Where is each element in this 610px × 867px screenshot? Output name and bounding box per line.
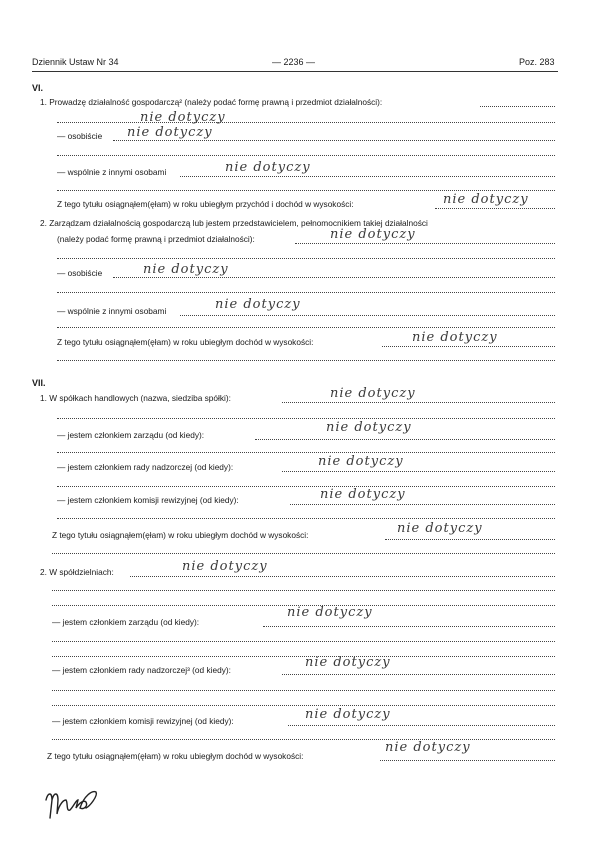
- vi-q2-income-answer: nie dotyczy: [412, 330, 498, 345]
- journal-name: Dziennik Ustaw Nr 34: [32, 57, 119, 67]
- answer-line: [255, 439, 555, 440]
- vii-q2-supervisory-answer: nie dotyczy: [305, 655, 391, 670]
- answer-line: [57, 452, 555, 453]
- answer-line: [282, 674, 555, 675]
- vii-q1-income-label: Z tego tytułu osiągnąłem(ęłam) w roku ubiegłym dochód w wysokości:: [52, 530, 309, 540]
- vi-q1-income-answer: nie dotyczy: [443, 192, 529, 207]
- answer-line: [288, 725, 555, 726]
- vii-q1-income-answer: nie dotyczy: [397, 521, 483, 536]
- vii-q2-answer: nie dotyczy: [182, 559, 268, 574]
- vi-q1-alone-answer: nie dotyczy: [127, 125, 213, 140]
- answer-line: [282, 471, 555, 472]
- answer-line: [290, 504, 555, 505]
- vii-q2-supervisory-label: — jestem członkiem rady nadzorczej³ (od kiedy):: [52, 665, 231, 675]
- answer-line: [282, 402, 555, 403]
- vi-q2-label-cont: (należy podać formę prawną i przedmiot działalności):: [57, 234, 255, 244]
- answer-line: [52, 690, 555, 691]
- vii-q1-audit-answer: nie dotyczy: [320, 487, 406, 502]
- answer-line: [52, 705, 555, 706]
- vi-q1-alone-label: — osobiście: [57, 131, 103, 141]
- answer-line: [295, 243, 555, 244]
- answer-line: [57, 360, 555, 361]
- vi-q2-answer: nie dotyczy: [330, 227, 416, 242]
- answer-line: [130, 576, 555, 577]
- vii-q2-label: 2. W spółdzielniach:: [40, 567, 114, 577]
- vii-q2-board-answer: nie dotyczy: [287, 605, 373, 620]
- answer-line: [52, 739, 555, 740]
- answer-line: [113, 277, 555, 278]
- answer-line: [57, 292, 555, 293]
- answer-line: [57, 258, 555, 259]
- vi-q1-joint-label: — wspólnie z innymi osobami: [57, 167, 167, 177]
- vi-q2-income-label: Z tego tytułu osiągnąłem(ęłam) w roku ubiegłym dochód w wysokości:: [57, 337, 314, 347]
- vii-q1-supervisory-answer: nie dotyczy: [318, 454, 404, 469]
- answer-line: [52, 656, 555, 657]
- vii-q2-audit-answer: nie dotyczy: [305, 707, 391, 722]
- answer-line: [435, 208, 555, 209]
- answer-line: [52, 641, 555, 642]
- signature-initials: [40, 778, 120, 833]
- vi-q1-income-label: Z tego tytułu osiągnąłem(ęłam) w roku ubiegłym przychód i dochód w wysokości:: [57, 199, 354, 209]
- answer-line: [57, 190, 555, 191]
- vii-q2-board-label: — jestem członkiem zarządu (od kiedy):: [52, 617, 200, 627]
- section-vi-title: VI.: [32, 83, 44, 93]
- page-number: — 2236 —: [272, 57, 316, 67]
- vii-q1-supervisory-label: — jestem członkiem rady nadzorczej (od kiedy):: [57, 462, 234, 472]
- vii-q1-board-answer: nie dotyczy: [326, 420, 412, 435]
- answer-line: [57, 418, 555, 419]
- answer-line: [57, 122, 555, 123]
- vi-q2-joint-answer: nie dotyczy: [215, 297, 301, 312]
- vii-q1-audit-label: — jestem członkiem komisji rewizyjnej (od kiedy):: [57, 495, 239, 505]
- section-vii-title: VII.: [32, 378, 46, 388]
- vii-q1-label: 1. W spółkach handlowych (nazwa, siedziba spółki):: [40, 393, 231, 403]
- answer-line: [180, 176, 555, 177]
- vi-q2-alone-label: — osobiście: [57, 268, 103, 278]
- vi-q2-alone-answer: nie dotyczy: [143, 262, 229, 277]
- answer-line: [263, 626, 555, 627]
- answer-line: [57, 486, 555, 487]
- answer-line: [57, 327, 555, 328]
- answer-line: [52, 553, 555, 554]
- answer-line: [180, 315, 555, 316]
- vi-q1-answer: nie dotyczy: [140, 110, 226, 125]
- vi-q2-label: 2. Zarządzam działalnością gospodarczą lub jestem przedstawicielem, pełnomocnikiem takiej działalności: [40, 218, 428, 228]
- vii-q1-board-label: — jestem członkiem zarządu (od kiedy):: [57, 430, 205, 440]
- vii-q2-income-label: Z tego tytułu osiągnąłem(ęłam) w roku ubiegłym dochód w wysokości:: [47, 751, 304, 761]
- answer-line: [385, 539, 555, 540]
- answer-line: [113, 140, 555, 141]
- answer-line: [52, 590, 555, 591]
- vi-q2-joint-label: — wspólnie z innymi osobami: [57, 306, 167, 316]
- vii-q2-income-answer: nie dotyczy: [385, 740, 471, 755]
- vi-q1-label: 1. Prowadzę działalność gospodarczą² (należy podać formę prawną i przedmiot działalności):: [40, 97, 383, 107]
- header-rule: [32, 71, 558, 72]
- answer-line: [380, 760, 555, 761]
- answer-line: [57, 155, 555, 156]
- vii-q1-answer: nie dotyczy: [330, 386, 416, 401]
- vii-q2-audit-label: — jestem członkiem komisji rewizyjnej (od kiedy):: [52, 716, 234, 726]
- answer-line: [57, 518, 555, 519]
- vi-q1-joint-answer: nie dotyczy: [225, 160, 311, 175]
- answer-line: [480, 106, 555, 107]
- answer-line: [382, 346, 555, 347]
- position-number: Poz. 283: [519, 57, 555, 67]
